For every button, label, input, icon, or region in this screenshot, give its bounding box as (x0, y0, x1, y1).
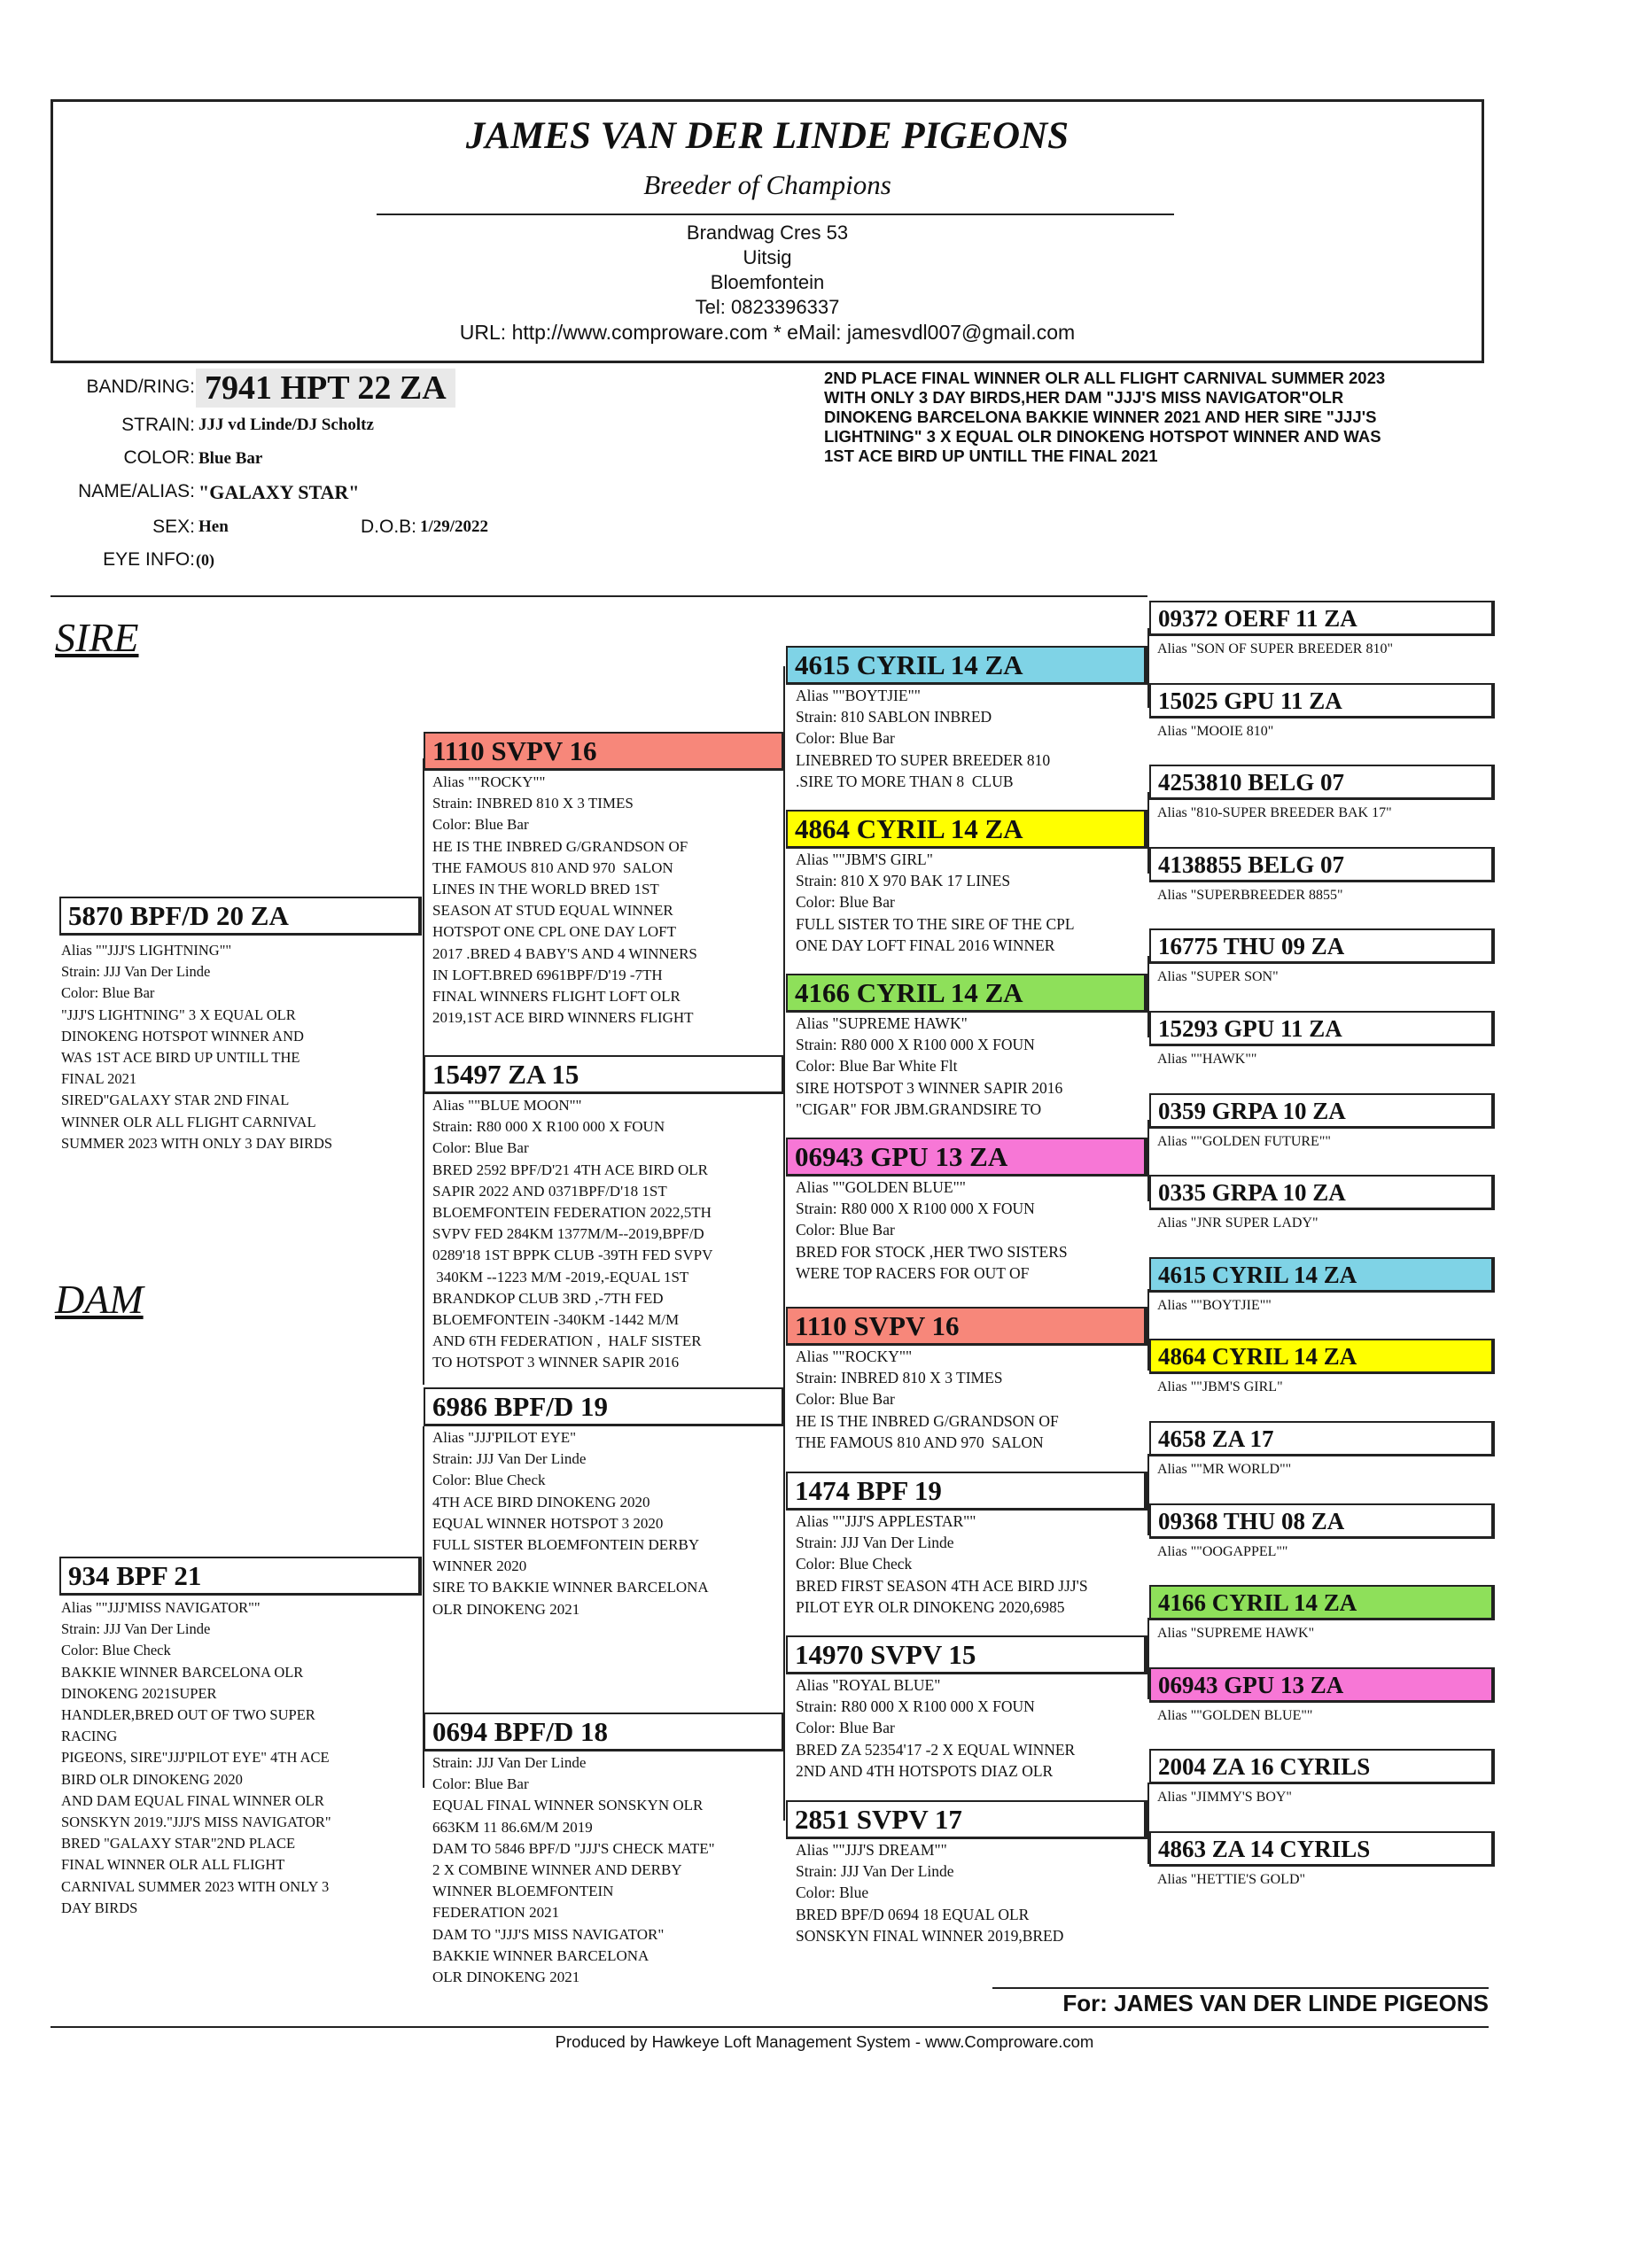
gen3-text-2: Alias ""JBM'S GIRL" Strain: 810 X 970 BAK 17 LINES Color: Blue Bar FULL SISTER TO THE SIRE OF THE CPL ONE DAY LOFT FINAL 2016 WINNER (796, 850, 1075, 954)
gen4-alias-5: Alias "SUPER SON" (1157, 969, 1279, 984)
gen1-sire-text: Alias ""JJJ'S LIGHTNING"" Strain: JJJ Van Der Linde Color: Blue Bar "JJJ'S LIGHTNING" 3 X EQUAL OLR DINOKENG HOTSPOT WINNER AND WAS 1ST ACE BIRD UP UNTILL THE FINAL 2021 SIRED"GALAXY STAR 2ND FINAL WINNER OLR ALL FLIGHT CARNIVAL SUMMER 2023 WITH ONLY 3 DAY BIRDS (61, 942, 333, 1152)
gen3-text-8: Alias ""JJJ'S DREAM"" Strain: JJJ Van Der Linde Color: Blue BRED BPF/D 0694 18 EQUAL OLR SONSKYN FINAL WINNER 2019,BRED (796, 1841, 1064, 1945)
address-line-2: Uitsig (743, 246, 792, 268)
gen4-alias-2: Alias "MOOIE 810" (1157, 724, 1274, 739)
gen4-ring-5: 16775 THU 09 ZA (1149, 928, 1495, 964)
gen4-ring-16: 4863 ZA 14 CYRILS (1149, 1831, 1495, 1867)
gen4-ring-14: 06943 GPU 13 ZA (1149, 1667, 1495, 1703)
address-line-1: Brandwag Cres 53 (686, 221, 849, 244)
gen4-alias-11: Alias ""MR WORLD"" (1157, 1462, 1292, 1477)
gen2-text-2: Alias ""BLUE MOON"" Strain: R80 000 X R100 000 X FOUN Color: Blue Bar BRED 2592 BPF/D'21 4TH ACE BIRD OLR SAPIR 2022 AND 0371BPF/D'18 1ST BLOEMFONTEIN FEDERATION 2022,5TH SVPV FED 284KM 1377M/M--2019,BPF/D 0289'18 1ST BPPK CLUB -39TH FED SVPV 340KM --1223 M/M -2019,-EQUAL 1ST BRANDKOP CLUB 3RD ,-7TH FED BLOEMFONTEIN -340KM -1442 M/M AND 6TH FEDERATION , HALF SISTER TO HOTSPOT 3 WINNER SAPIR 2016 (432, 1097, 713, 1371)
footer-top-rule (992, 1987, 1489, 1989)
sire-heading: SIRE (55, 615, 139, 660)
color-value: Blue Bar (198, 449, 263, 468)
band-number: 7941 HPT 22 ZA (196, 369, 455, 408)
gen1-dam-ring: 934 BPF 21 (59, 1557, 422, 1596)
dam-heading: DAM (55, 1277, 144, 1322)
gen4-alias-1: Alias "SON OF SUPER BREEDER 810" (1157, 641, 1393, 656)
strain-value: JJJ vd Linde/DJ Scholtz (198, 416, 374, 434)
gen3-ring-3: 4166 CYRIL 14 ZA (786, 974, 1147, 1013)
gen4-alias-10: Alias ""JBM'S GIRL" (1157, 1379, 1283, 1394)
gen4-ring-2: 15025 GPU 11 ZA (1149, 683, 1495, 718)
dob-value: 1/29/2022 (420, 517, 489, 536)
color-label: COLOR: (123, 447, 195, 468)
gen4-ring-11: 4658 ZA 17 (1149, 1421, 1495, 1456)
footer-produced: Produced by Hawkeye Loft Management System - www.Comproware.com (555, 2032, 1094, 2051)
gen4-ring-6: 15293 GPU 11 ZA (1149, 1011, 1495, 1046)
gen4-ring-4: 4138855 BELG 07 (1149, 847, 1495, 882)
gen3-text-1: Alias ""BOYTJIE"" Strain: 810 SABLON INBRED Color: Blue Bar LINEBRED TO SUPER BREEDER 810 .SIRE TO MORE THAN 8 CLUB (796, 687, 1051, 790)
gen3-text-5: Alias ""ROCKY"" Strain: INBRED 810 X 3 TIMES Color: Blue Bar HE IS THE INBRED G/GRANDSON OF THE FAMOUS 810 AND 970 SALON (796, 1348, 1059, 1451)
gen3-text-7: Alias "ROYAL BLUE" Strain: R80 000 X R100 000 X FOUN Color: Blue Bar BRED ZA 52354'17 -2 X EQUAL WINNER 2ND AND 4TH HOTSPOTS DIAZ OLR (796, 1676, 1076, 1780)
gen3-connector (783, 666, 785, 1821)
strain-label: STRAIN: (121, 415, 195, 435)
gen4-alias-16: Alias "HETTIE'S GOLD" (1157, 1872, 1306, 1887)
gen2-text-1: Alias ""ROCKY"" Strain: INBRED 810 X 3 TIMES Color: Blue Bar HE IS THE INBRED G/GRANDSON OF THE FAMOUS 810 AND 970 SALON LINES IN THE WORLD BRED 1ST SEASON AT STUD EQUAL WINNER HOTSPOT ONE CPL ONE DAY LOFT 2017 .BRED 4 BABY'S AND 4 WINNERS IN LOFT.BRED 6961BPF/D'19 -7TH FINAL WINNERS FLIGHT LOFT OLR 2019,1ST ACE BIRD WINNERS FLIGHT (432, 773, 697, 1027)
telephone: Tel: 0823396337 (695, 296, 840, 318)
url-email: URL: http://www.comproware.com * eMail: jamesvdl007@gmail.com (459, 321, 1076, 344)
gen3-ring-4: 06943 GPU 13 ZA (786, 1138, 1147, 1177)
sex-label: SEX: (152, 517, 195, 537)
gen4-alias-15: Alias "JIMMY'S BOY" (1157, 1790, 1292, 1805)
gen2-ring-3: 6986 BPF/D 19 (424, 1387, 785, 1426)
gen3-ring-2: 4864 CYRIL 14 ZA (786, 810, 1147, 849)
gen4-ring-12: 09368 THU 08 ZA (1149, 1503, 1495, 1539)
gen4-ring-1: 09372 OERF 11 ZA (1149, 601, 1495, 636)
gen2-ring-4: 0694 BPF/D 18 (424, 1713, 785, 1751)
gen3-ring-1: 4615 CYRIL 14 ZA (786, 646, 1147, 685)
name-label: NAME/ALIAS: (78, 481, 195, 501)
gen4-alias-3: Alias "810-SUPER BREEDER BAK 17" (1157, 805, 1392, 820)
gen4-ring-9: 4615 CYRIL 14 ZA (1149, 1257, 1495, 1293)
gen4-ring-15: 2004 ZA 16 CYRILS (1149, 1749, 1495, 1784)
gen3-text-6: Alias ""JJJ'S APPLESTAR"" Strain: JJJ Van Der Linde Color: Blue Check BRED FIRST SEASON 4TH ACE BIRD JJJ'S PILOT EYR OLR DINOKENG 2020,6985 (796, 1512, 1088, 1616)
gen4-ring-13: 4166 CYRIL 14 ZA (1149, 1585, 1495, 1620)
eye-value: (0) (196, 551, 214, 569)
info-divider (51, 595, 1147, 597)
header-rule (377, 214, 1174, 215)
band-label: BAND/RING: (86, 377, 195, 397)
eye-label: EYE INFO: (103, 549, 195, 570)
gen3-text-3: Alias "SUPREME HAWK" Strain: R80 000 X R100 000 X FOUN Color: Blue Bar White Flt SIRE HOTSPOT 3 WINNER SAPIR 2016 "CIGAR" FOR JBM.GRANDSIRE TO (796, 1014, 1063, 1118)
dob-label: D.O.B: (360, 517, 416, 537)
bird-notes: 2ND PLACE FINAL WINNER OLR ALL FLIGHT CARNIVAL SUMMER 2023 WITH ONLY 3 DAY BIRDS,HER DAM "JJJ'S MISS NAVIGATOR"OLR DINOKENG BARCELONA BAKKIE WINNER 2021 AND HER SIRE "JJJ'S LIGHTNING" 3 X EQUAL OLR DINOKENG HOTSPOT WINNER AND WAS 1ST ACE BIRD UP UNTILL THE FINAL 2021 (824, 369, 1386, 465)
gen3-ring-8: 2851 SVPV 17 (786, 1800, 1147, 1839)
gen4-alias-13: Alias "SUPREME HAWK" (1157, 1626, 1315, 1641)
gen2-text-3: Alias "JJJ'PILOT EYE" Strain: JJJ Van Der Linde Color: Blue Check 4TH ACE BIRD DINOKENG 2020 EQUAL WINNER HOTSPOT 3 2020 FULL SISTER BLOEMFONTEIN DERBY WINNER 2020 SIRE TO BAKKIE WINNER BARCELONA OLR DINOKENG 2021 (432, 1429, 709, 1618)
gen4-alias-14: Alias ""GOLDEN BLUE"" (1157, 1708, 1313, 1723)
breeder-subtitle: Breeder of Champions (643, 169, 891, 200)
address-line-3: Bloemfontein (710, 271, 825, 293)
footer-rule (51, 2026, 1489, 2028)
gen2-ring-2: 15497 ZA 15 (424, 1055, 785, 1094)
gen4-ring-10: 4864 CYRIL 14 ZA (1149, 1339, 1495, 1374)
footer-for: For: JAMES VAN DER LINDE PIGEONS (1062, 1990, 1489, 2016)
gen3-ring-5: 1110 SVPV 16 (786, 1307, 1147, 1346)
name-value: "GALAXY STAR" (198, 481, 360, 503)
gen3-ring-7: 14970 SVPV 15 (786, 1635, 1147, 1674)
gen4-ring-7: 0359 GRPA 10 ZA (1149, 1093, 1495, 1129)
sex-value: Hen (198, 517, 229, 536)
gen1-dam-text: Alias ""JJJ'MISS NAVIGATOR"" Strain: JJJ Van Der Linde Color: Blue Check BAKKIE WINNER BARCELONA OLR DINOKENG 2021SUPER HANDLER,BRED OUT OF TWO SUPER RACING PIGEONS, SIRE"JJJ'PILOT EYE" 4TH ACE BIRD OLR DINOKENG 2020 AND DAM EQUAL FINAL WINNER OLR SONSKYN 2019."JJJ'S MISS NAVIGATOR" BRED "GALAXY STAR"2ND PLACE FINAL WINNER OLR ALL FLIGHT CARNIVAL SUMMER 2023 WITH ONLY 3 DAY BIRDS (61, 1599, 331, 1916)
gen4-ring-8: 0335 GRPA 10 ZA (1149, 1175, 1495, 1210)
gen4-alias-12: Alias ""OOGAPPEL"" (1157, 1544, 1288, 1559)
gen4-alias-9: Alias ""BOYTJIE"" (1157, 1298, 1272, 1313)
gen4-alias-6: Alias ""HAWK"" (1157, 1052, 1257, 1067)
gen1-sire-ring: 5870 BPF/D 20 ZA (59, 897, 422, 936)
gen4-alias-7: Alias ""GOLDEN FUTURE"" (1157, 1134, 1331, 1149)
gen3-ring-6: 1474 BPF 19 (786, 1472, 1147, 1511)
breeder-title: JAMES VAN DER LINDE PIGEONS (465, 115, 1070, 157)
gen4-alias-4: Alias "SUPERBREEDER 8855" (1157, 888, 1343, 903)
gen4-ring-3: 4253810 BELG 07 (1149, 765, 1495, 800)
gen2-ring-1: 1110 SVPV 16 (424, 732, 785, 771)
gen2-text-4: Strain: JJJ Van Der Linde Color: Blue Bar EQUAL FINAL WINNER SONSKYN OLR 663KM 11 86.6M/M 2019 DAM TO 5846 BPF/D "JJJ'S CHECK MATE" 2 X COMBINE WINNER AND DERBY WINNER BLOEMFONTEIN FEDERATION 2021 DAM TO "JJJ'S MISS NAVIGATOR" BAKKIE WINNER BARCELONA OLR DINOKENG 2021 (432, 1754, 715, 1986)
header-box (51, 99, 1484, 363)
gen4-alias-8: Alias "JNR SUPER LADY" (1157, 1216, 1318, 1231)
gen3-text-4: Alias ""GOLDEN BLUE"" Strain: R80 000 X R100 000 X FOUN Color: Blue Bar BRED FOR STOCK ,HER TWO SISTERS WERE TOP RACERS FOR OUT OF (796, 1178, 1068, 1282)
